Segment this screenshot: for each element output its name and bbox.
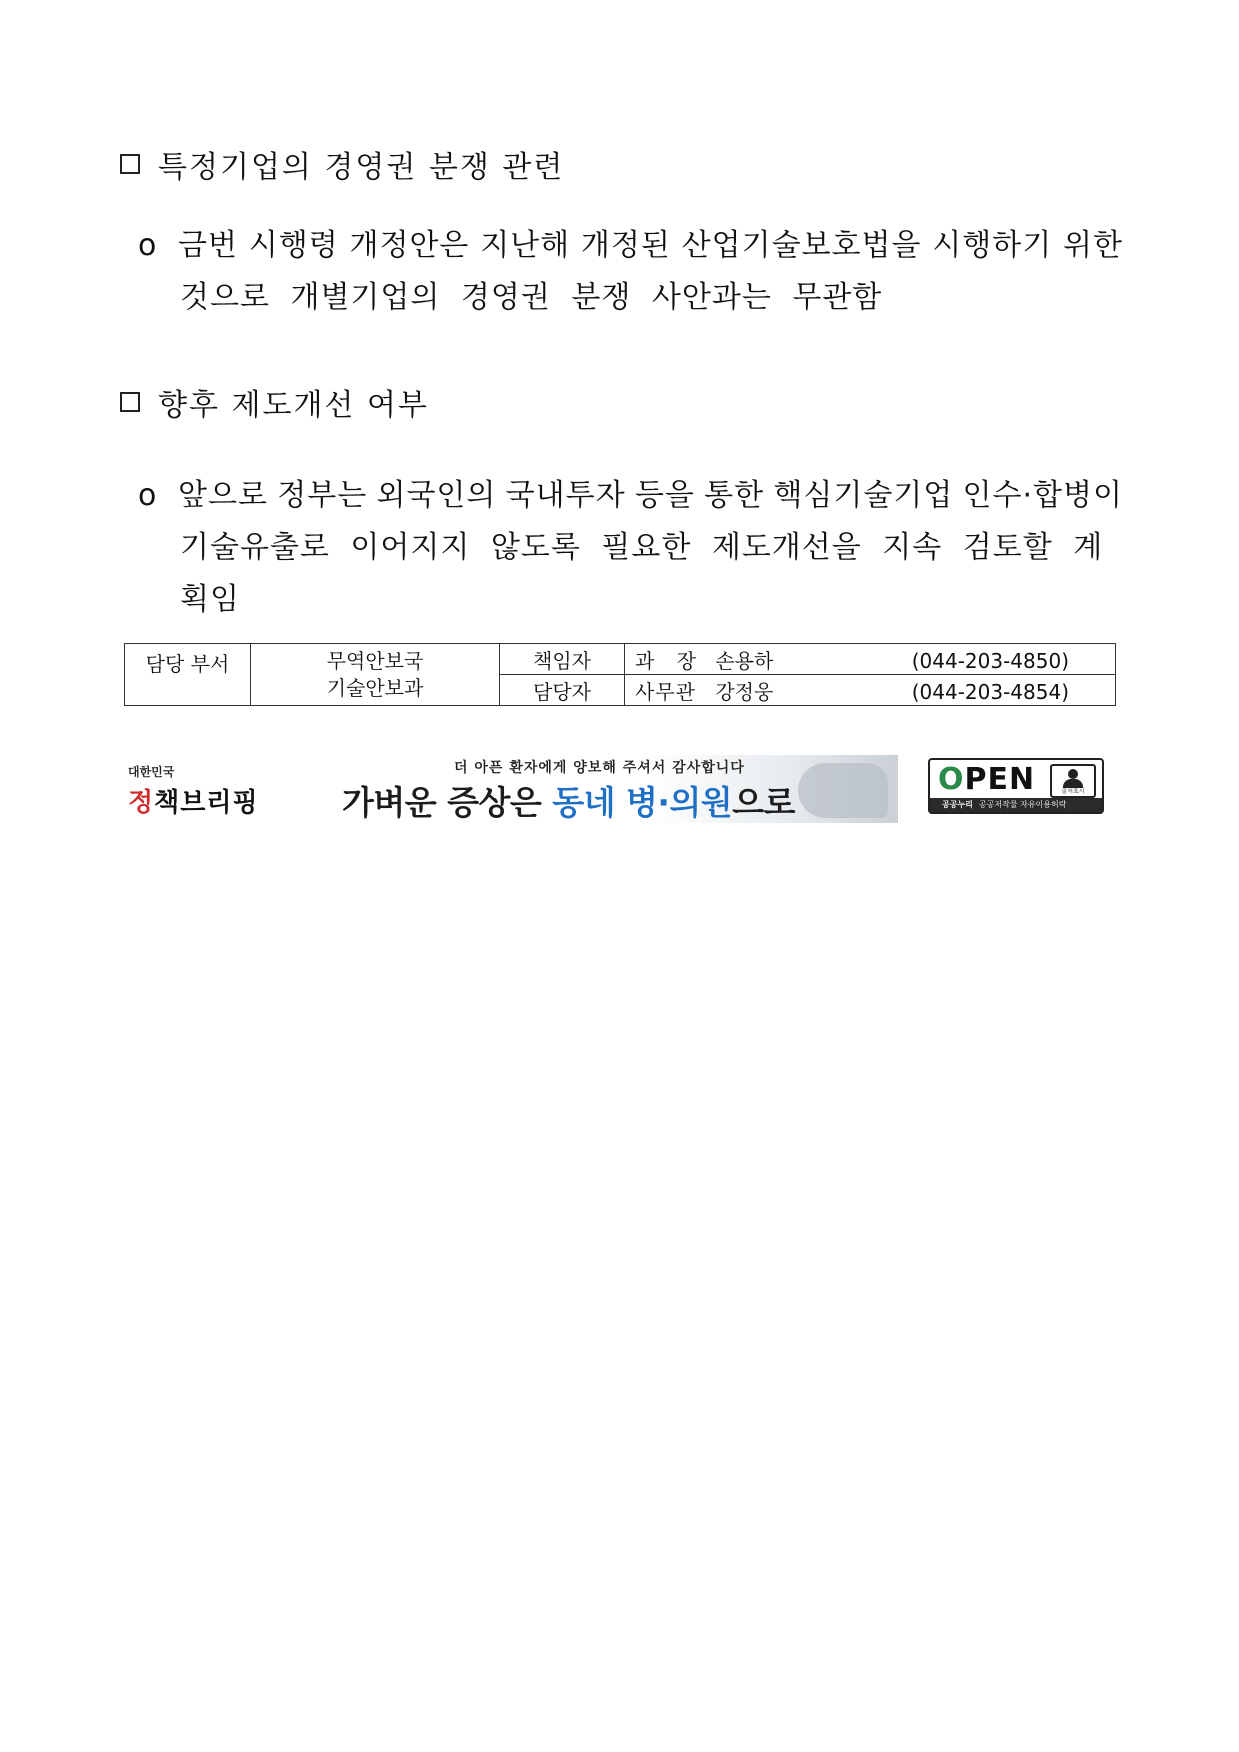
open-rest: PEN [964, 762, 1036, 797]
campaign-banner[interactable] [338, 755, 898, 823]
banner-subtitle: 더 아픈 환자에게 양보해 주셔서 감사합니다 [454, 760, 745, 776]
person-cell [625, 644, 1116, 675]
dept-line: 무역안보국 [326, 648, 424, 673]
position: 사무관 [635, 679, 696, 704]
person-cell [625, 675, 1116, 706]
attribution-tag: 출처표시 [1061, 788, 1085, 795]
bullet-line [138, 220, 1123, 272]
bullet-circle-icon: o [138, 478, 158, 513]
checkbox-square-icon [120, 154, 140, 174]
word: 핵심기술기업 [773, 478, 954, 513]
phone-number: (044-203-4850) [911, 648, 1070, 673]
word: 개정안은 [349, 228, 470, 263]
logo-red-char: 정 [128, 788, 155, 818]
bullet-text-line1 [178, 470, 1123, 522]
bullet-paragraph-1 [138, 220, 1123, 324]
open-logo-text [938, 762, 1035, 797]
checkbox-square-icon [120, 392, 140, 412]
person-name: 손용하 [715, 648, 774, 673]
bullet-circle-icon: o [138, 228, 158, 263]
person-head [1068, 769, 1078, 779]
section-title-text: 향후 제도개선 여부 [158, 388, 429, 423]
bullet-text-line2: 것으로 개별기업의 경영권 분쟁 사안과는 무관함 [180, 280, 883, 315]
bullet-text-line1 [178, 220, 1123, 272]
banner-headline [342, 777, 795, 823]
word: 산업기술보호법을 [681, 228, 922, 263]
word: 앞으로 [178, 478, 268, 513]
word: 위한 [1062, 228, 1123, 263]
position: 과 장 [635, 648, 704, 673]
word: 시행하기 [932, 228, 1053, 263]
word: 시행령 [248, 228, 339, 263]
word: 금번 [178, 228, 238, 263]
role-cell: 책임자 [500, 644, 625, 675]
section-heading-1 [120, 142, 564, 186]
person-name: 강정웅 [715, 679, 774, 704]
phone-number: (044-203-4854) [911, 679, 1070, 704]
word: 등을 [634, 478, 695, 513]
word: 정부는 [277, 478, 368, 513]
headline-part: 으로 [732, 783, 795, 822]
open-o: O [938, 762, 965, 797]
bullet-line [138, 470, 1123, 522]
attribution-person-icon [1050, 764, 1096, 798]
license-strip [930, 798, 1102, 812]
policy-briefing-logo[interactable] [128, 763, 263, 823]
logo-small-text: 대한민국 [128, 765, 175, 779]
dept-name-cell [251, 644, 500, 706]
logo-big-text [128, 782, 263, 819]
word: 통한 [704, 478, 765, 513]
hands-image [798, 763, 888, 818]
word: 인수·합병이 [962, 478, 1123, 513]
bullet-paragraph-2 [138, 470, 1123, 626]
section-heading-2 [120, 380, 429, 424]
logo-rest: 책브리핑 [154, 788, 259, 818]
table-row [125, 644, 1116, 675]
license-strip-text: 공공저작물 자유이용허락 [978, 800, 1067, 809]
word: 지난해 [480, 228, 571, 263]
dept-line: 기술안보과 [326, 675, 424, 700]
headline-part: 가벼운 증상은 [342, 783, 553, 822]
license-strip-bold: 공공누리 [942, 800, 973, 809]
word: 개정된 [580, 228, 671, 263]
headline-highlight: 동네 병·의원 [552, 783, 733, 822]
open-license-badge[interactable] [928, 758, 1104, 814]
word: 외국인의 [376, 478, 497, 513]
bullet-text-line2: 기술유출로 이어지지 않도록 필요한 제도개선을 지속 검토할 계획임 [180, 530, 1104, 617]
contact-table [124, 643, 1116, 706]
word: 국내투자 [505, 478, 626, 513]
role-cell: 담당자 [500, 675, 625, 706]
dept-label-cell: 담당 부서 [125, 644, 251, 706]
section-title-text: 특정기업의 경영권 분쟁 관련 [158, 150, 565, 185]
